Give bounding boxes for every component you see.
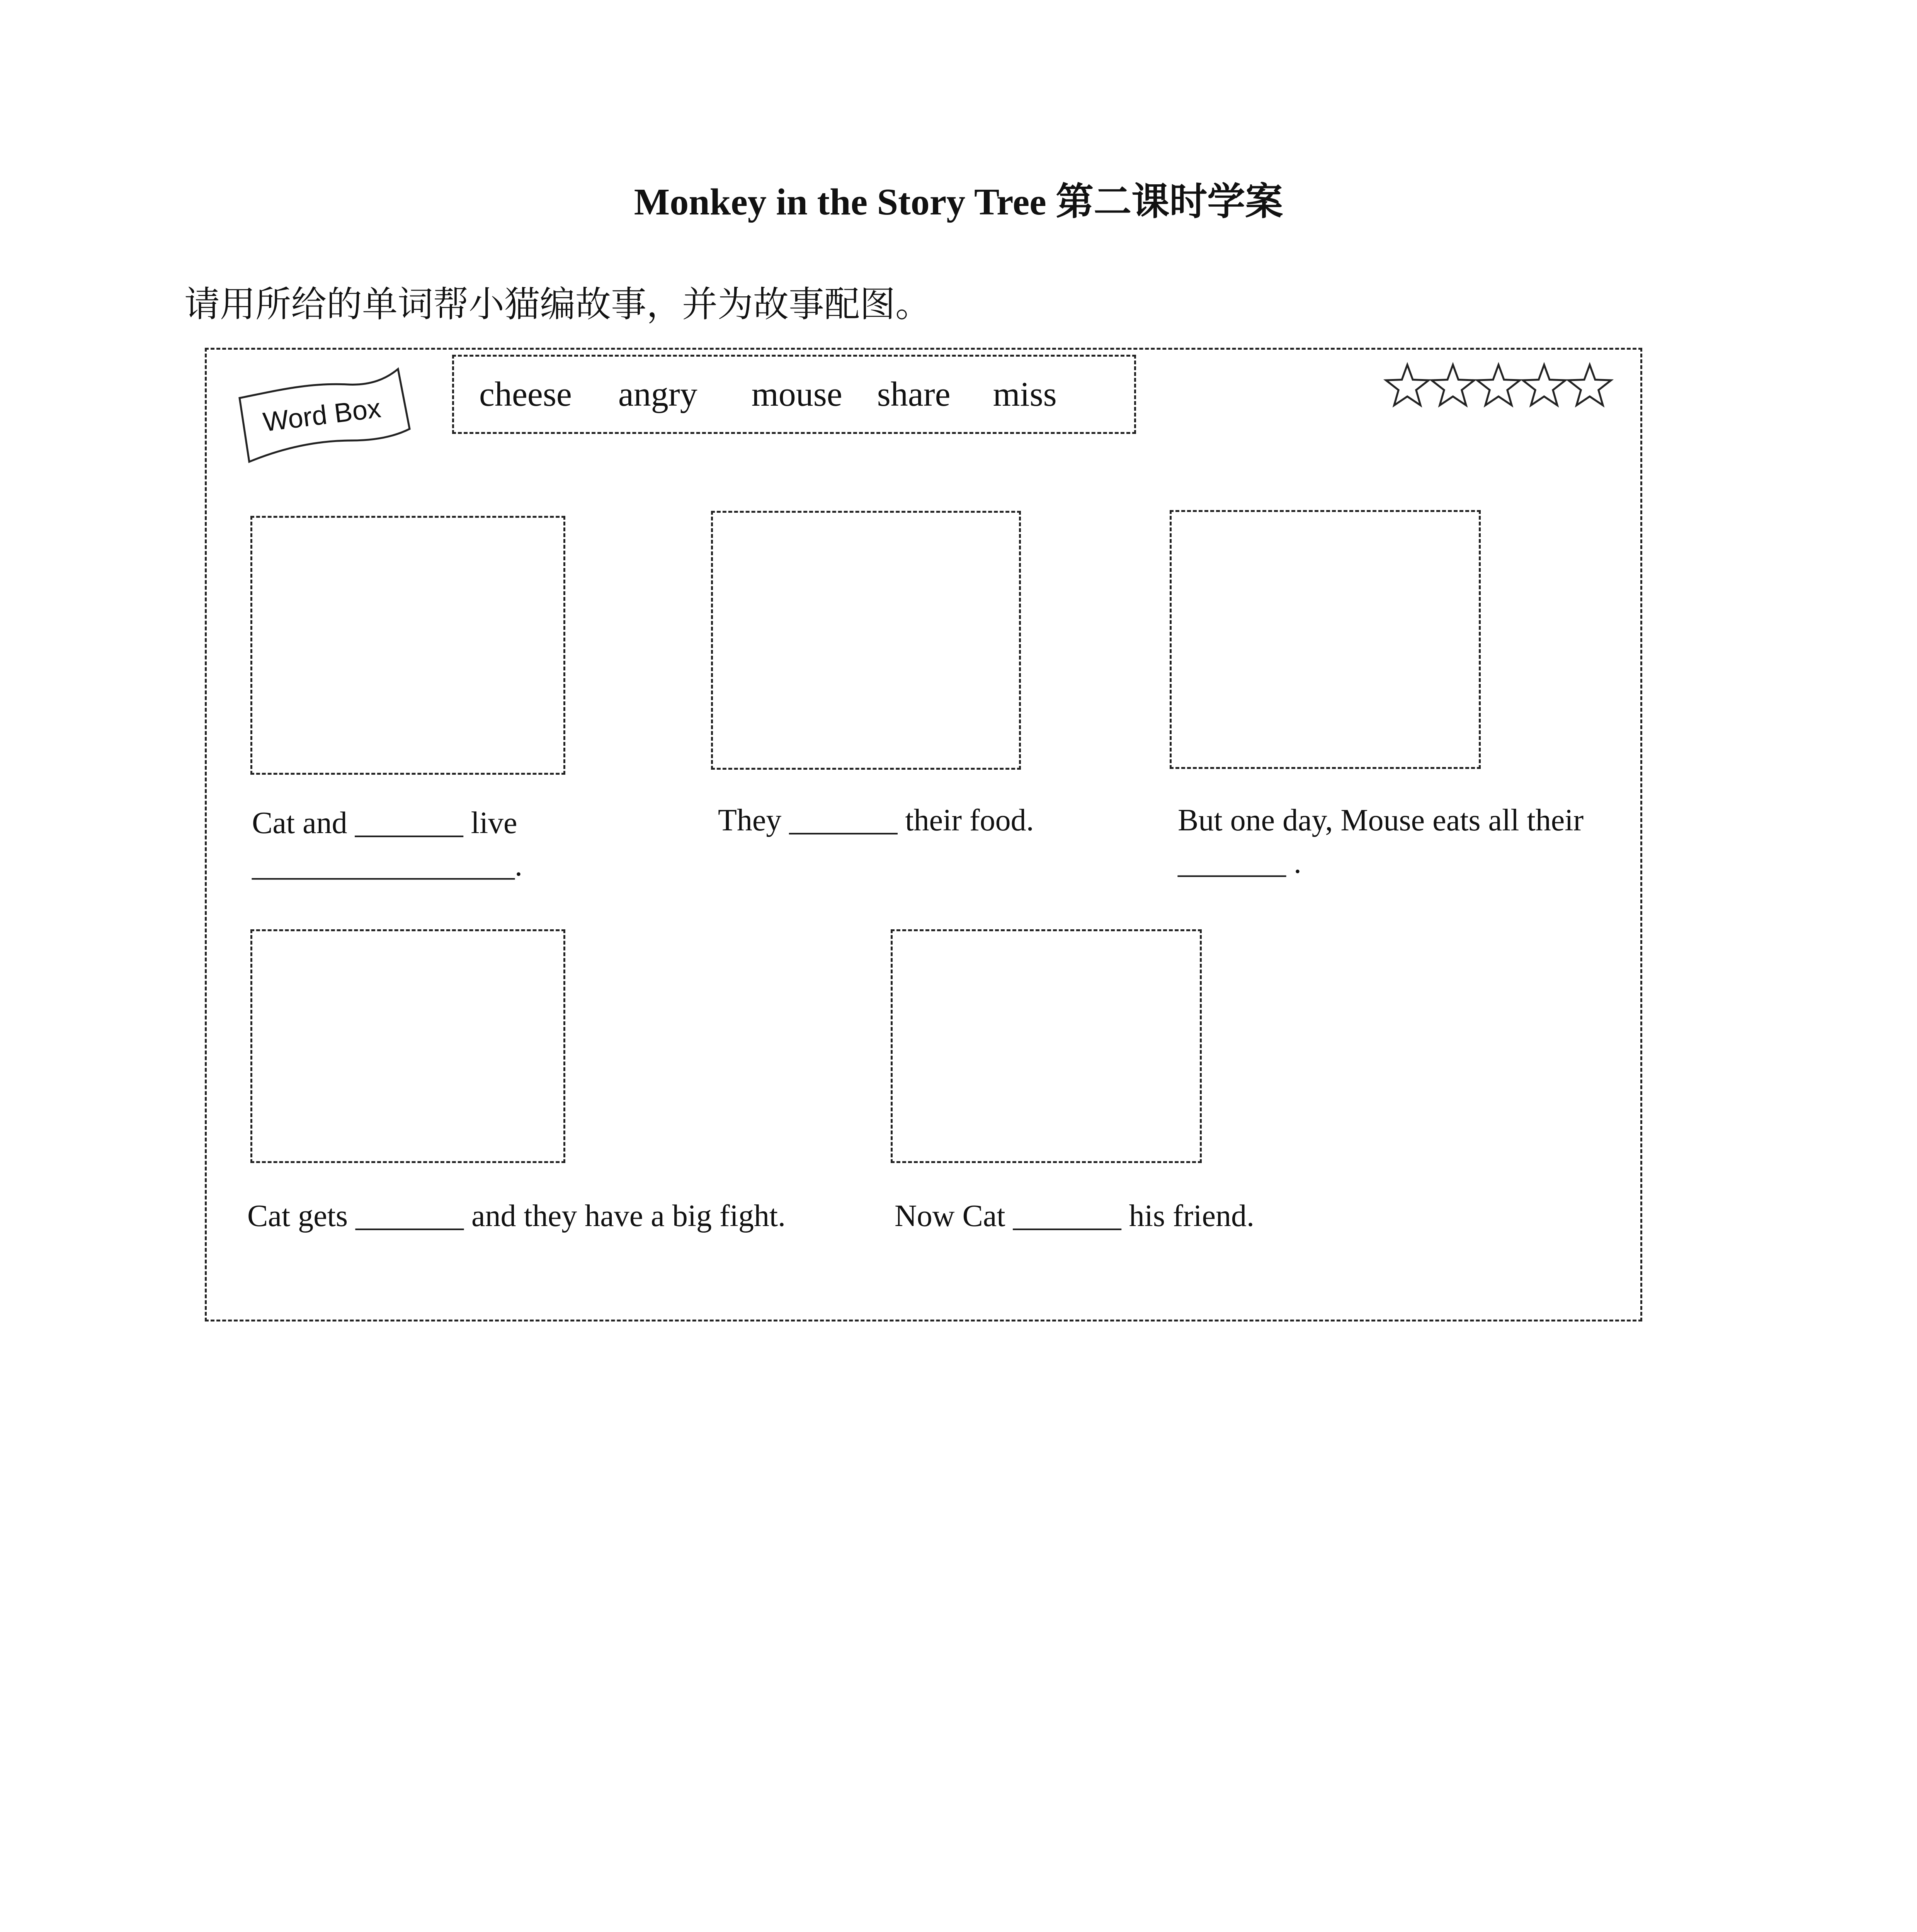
star-outline-icon	[1523, 365, 1565, 405]
star-outline-icon	[1432, 365, 1474, 405]
caption-3-line2: _______ .	[1178, 846, 1301, 880]
picture-box-5	[891, 929, 1202, 1163]
picture-box-4	[250, 929, 565, 1163]
word-miss: miss	[993, 375, 1057, 413]
flag-icon	[232, 363, 413, 468]
caption-5-line1: Now Cat _______ his friend.	[895, 1199, 1255, 1233]
caption-3-line1: But one day, Mouse eats all their	[1178, 803, 1584, 837]
caption-1-line2: _________________.	[252, 849, 522, 883]
caption-2-line1: They _______ their food.	[718, 803, 1034, 837]
word-angry: angry	[618, 375, 697, 413]
word-cheese: cheese	[479, 375, 572, 413]
word-list-box	[452, 355, 1136, 434]
star-rating	[1383, 359, 1619, 413]
instruction-text: 请用所给的单词帮小猫编故事，并为故事配图。	[184, 285, 931, 324]
picture-box-3	[1170, 510, 1481, 769]
word-share: share	[877, 375, 951, 413]
star-outline-icon	[1386, 365, 1429, 405]
word-box-flag	[232, 363, 413, 468]
word-mouse: mouse	[751, 375, 842, 413]
picture-box-2	[711, 511, 1021, 770]
caption-4-line1: Cat gets _______ and they have a big fight.	[247, 1199, 786, 1233]
page-title: Monkey in the Story Tree 第二课时学案	[634, 181, 1283, 223]
caption-1-line1: Cat and _______ live	[252, 806, 517, 840]
star-rating-svg	[1383, 359, 1619, 413]
picture-box-1	[250, 516, 565, 775]
star-outline-icon	[1568, 365, 1611, 405]
word-box-label: Word Box	[261, 393, 383, 437]
star-outline-icon	[1477, 365, 1520, 405]
